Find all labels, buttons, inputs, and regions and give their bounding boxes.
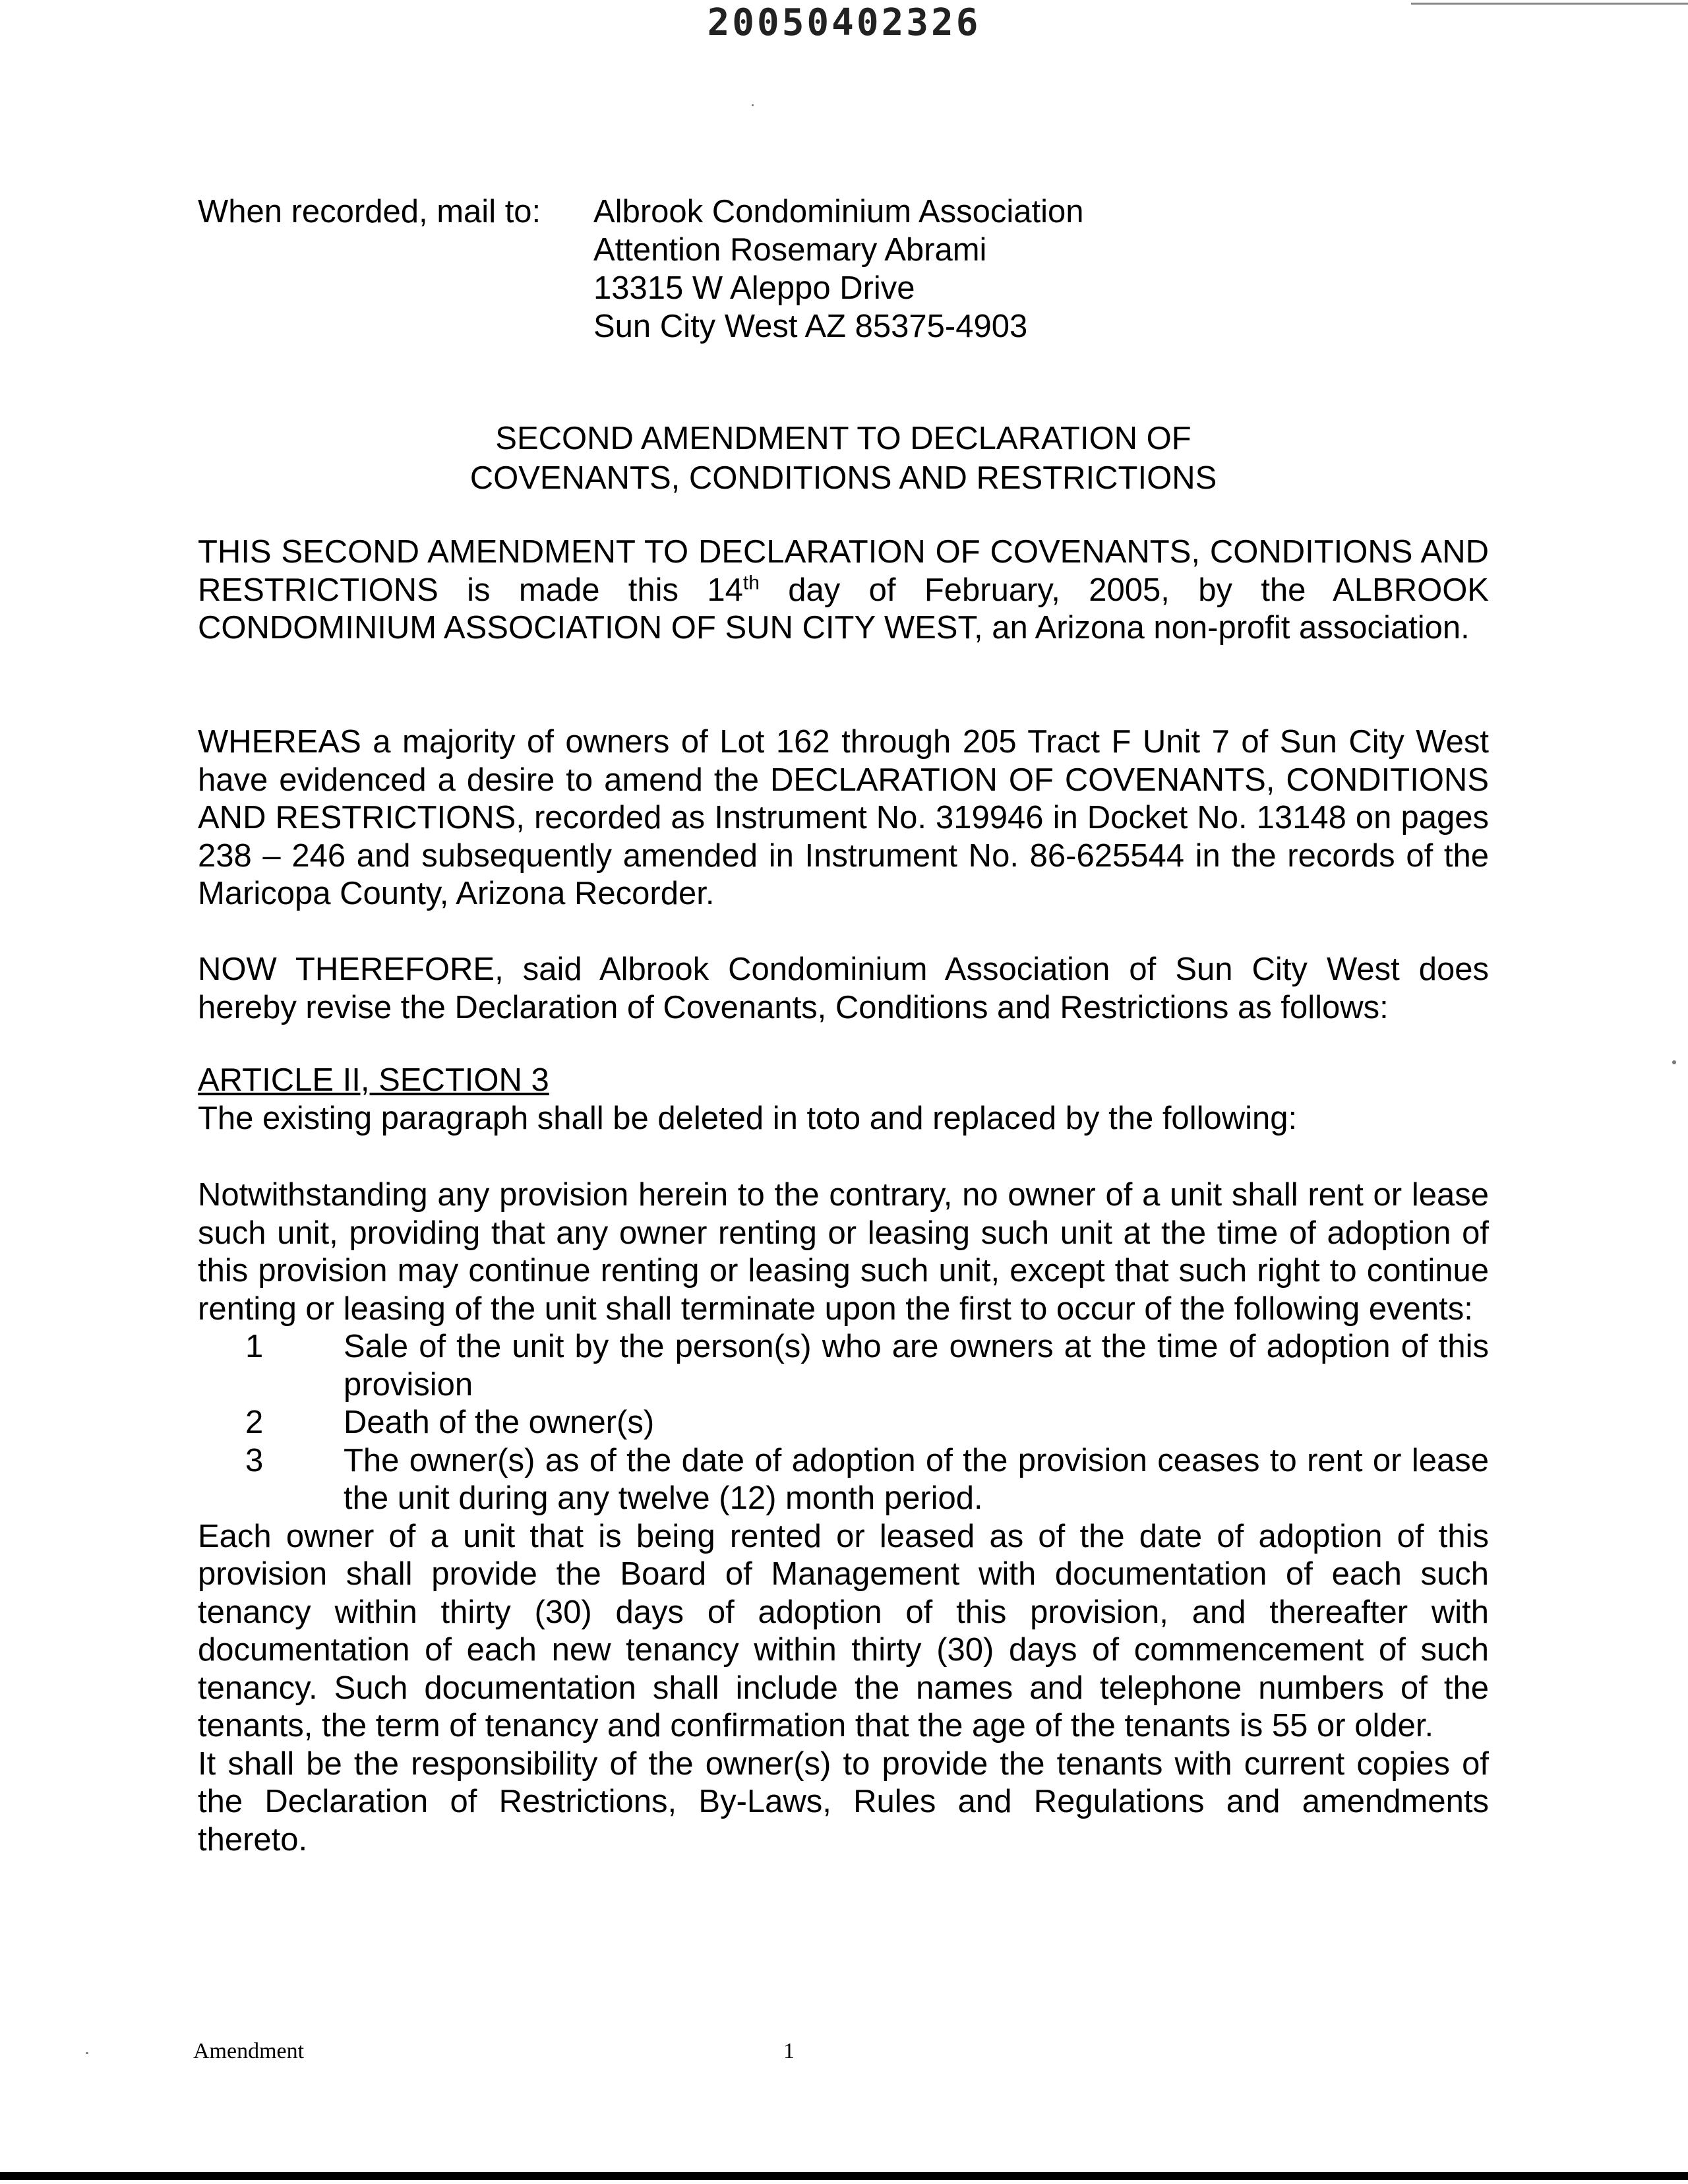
recording-number: 20050402326 bbox=[707, 1, 981, 44]
documentation-text: Each owner of a unit that is being rented or leased as of the date of adoption of this provision shall provide the Board of Management with documentation of each such tenancy within thirty (30) days of adoption of this provision, and thereafter with documentation of each new tenancy within thirty (30) days of commencement of such tenancy. Such documentation shall include the names and telephone numbers of the tenants, the term of tenancy and confirmation that the age of the tenants is 55 or older. bbox=[198, 1518, 1489, 1744]
scan-bottom-border bbox=[0, 2172, 1688, 2180]
address-line: Albrook Condominium Association bbox=[593, 194, 1084, 229]
address-line: Attention Rosemary Abrami bbox=[593, 232, 987, 268]
mail-to-label: When recorded, mail to: bbox=[198, 194, 541, 229]
responsibility-text: It shall be the responsibility of the owner(s) to provide the tenants with current copies of the Declaration of Restrictions, By-Laws, Rules and Regulations and amendments thereto. bbox=[198, 1745, 1489, 1858]
replacement-note-text: The existing paragraph shall be deleted in toto and replaced by the following: bbox=[198, 1101, 1298, 1136]
list-item bbox=[198, 1404, 1489, 1442]
intro-text-end: day of February, 2005, by the ALBROOK CONDOMINIUM ASSOCIATION OF SUN CITY WEST, an Arizona non-profit association. bbox=[198, 572, 1489, 646]
termination-events-list bbox=[198, 1328, 1489, 1518]
intro-paragraph bbox=[198, 533, 1489, 648]
article-heading: ARTICLE II, SECTION 3 bbox=[198, 1062, 549, 1098]
document-title bbox=[198, 419, 1489, 498]
address-line: 13315 W Aleppo Drive bbox=[593, 270, 915, 306]
intro-text-start: THIS SECOND AMENDMENT TO DECLARATION OF COVENANTS, CONDITIONS AND RESTRICTIONS is made this 14 bbox=[198, 534, 1489, 608]
title-line-2: COVENANTS, CONDITIONS AND RESTRICTIONS bbox=[469, 460, 1217, 496]
list-item-number: 1 bbox=[245, 1329, 264, 1364]
address-line: Sun City West AZ 85375-4903 bbox=[593, 309, 1028, 344]
list-item bbox=[198, 1442, 1489, 1518]
notwithstanding-text: Notwithstanding any provision herein to the contrary, no owner of a unit shall rent or lease such unit, providing that any owner renting or leasing such unit at the time of adoption of this provision may continue renting or leasing such unit, except that such right to continue renting or leasing of the unit shall terminate upon the first to occur of the following events: bbox=[198, 1177, 1489, 1327]
footer-label: Amendment bbox=[193, 2039, 305, 2063]
scan-speck bbox=[86, 2052, 88, 2054]
replacement-note bbox=[198, 1100, 1489, 1138]
list-item-number: 3 bbox=[245, 1442, 264, 1478]
whereas-text: WHEREAS a majority of owners of Lot 162 through 205 Tract F Unit 7 of Sun City West have evidenced a desire to amend the DECLARATION OF COVENANTS, CONDITIONS AND RESTRICTIONS, recorded as Instrument No. 319946 in Docket No. 13148 on pages 238 – 246 and subsequently amended in Instrument No. 86-625544 in the records of the Maricopa County, Arizona Recorder. bbox=[198, 724, 1489, 911]
list-item-text: Death of the owner(s) bbox=[344, 1405, 655, 1440]
scan-speck bbox=[1672, 1060, 1676, 1064]
title-line-1: SECOND AMENDMENT TO DECLARATION OF bbox=[495, 421, 1191, 456]
mail-to-address bbox=[593, 193, 1084, 346]
list-item bbox=[198, 1328, 1489, 1404]
list-item-text: The owner(s) as of the date of adoption of the provision ceases to rent or lease the unit during any twelve (12) month period. bbox=[344, 1442, 1489, 1516]
page-number: 1 bbox=[783, 2039, 795, 2063]
ordinal-suffix: th bbox=[742, 572, 760, 594]
now-therefore-text: NOW THEREFORE, said Albrook Condominium Association of Sun City West does hereby revise the Declaration of Covenants, Conditions and Restrictions as follows: bbox=[198, 952, 1489, 1025]
list-item-text: Sale of the unit by the person(s) who are owners at the time of adoption of this provision bbox=[344, 1329, 1489, 1403]
amendment-body bbox=[198, 1176, 1489, 1859]
whereas-paragraph bbox=[198, 723, 1489, 913]
list-item-number: 2 bbox=[245, 1405, 264, 1440]
now-therefore-paragraph bbox=[198, 951, 1489, 1027]
scan-speck bbox=[752, 104, 754, 106]
